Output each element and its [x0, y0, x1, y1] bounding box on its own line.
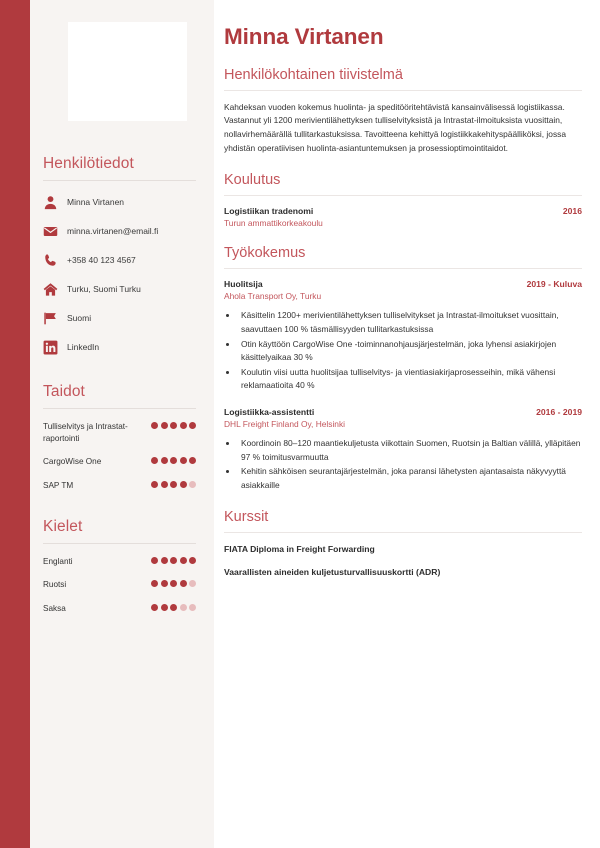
person-icon — [43, 195, 58, 210]
language-row-rating — [151, 578, 196, 587]
section-heading-summary: Henkilökohtainen tiivistelmä — [224, 66, 403, 83]
course-item: Vaarallisten aineiden kuljetusturvallisuuskortti (ADR) — [224, 567, 441, 578]
section-heading-education: Koulutus — [224, 172, 281, 189]
rating-dot — [151, 422, 158, 429]
home-icon — [43, 282, 58, 297]
language-row-label: Saksa — [43, 603, 66, 613]
rating-dot — [180, 604, 187, 611]
entry-organization: DHL Freight Finland Oy, Helsinki — [224, 418, 346, 429]
course-item: FIATA Diploma in Freight Forwarding — [224, 544, 375, 555]
entry-title: Logistiikan tradenomi — [224, 206, 314, 217]
rating-dot — [189, 557, 196, 564]
divider — [43, 408, 196, 409]
main-content — [214, 0, 600, 848]
rating-dot — [170, 422, 177, 429]
rating-dot — [189, 457, 196, 464]
skills-list — [43, 420, 196, 492]
languages-list — [43, 555, 196, 615]
language-row-rating — [151, 555, 196, 564]
rating-dot — [170, 457, 177, 464]
skill-row — [43, 420, 196, 444]
rating-dot — [161, 457, 168, 464]
linkedin-icon — [43, 340, 58, 355]
rating-dot — [189, 422, 196, 429]
language-row-label: Ruotsi — [43, 580, 67, 590]
rating-dot — [151, 557, 158, 564]
rating-dot — [161, 422, 168, 429]
flag-icon — [43, 311, 58, 326]
rating-dot — [161, 557, 168, 564]
section-summary — [224, 67, 582, 155]
divider — [224, 268, 582, 269]
section-heading-languages: Kielet — [43, 517, 83, 535]
rating-dot — [189, 481, 196, 488]
bullet-item: • Otin käyttöön CargoWise One -toiminnanohjausjärjestelmän, joka lyhensi asiakirjojen käsittelyaikaa 30 % — [238, 338, 582, 365]
contact-row-email[interactable] — [43, 221, 196, 241]
contact-row-linkedin[interactable] — [43, 337, 196, 357]
rating-dot — [161, 604, 168, 611]
divider — [43, 543, 196, 544]
contact-row-phone[interactable] — [43, 250, 196, 270]
rating-dot — [161, 481, 168, 488]
rating-dot — [170, 557, 177, 564]
entry-bullets — [238, 309, 582, 393]
section-courses — [224, 509, 582, 579]
skill-row-label: CargoWise One — [43, 457, 102, 467]
contact-location-text: Turku, Suomi Turku — [67, 283, 141, 294]
rating-dot — [180, 422, 187, 429]
sidebar — [30, 0, 214, 848]
section-education — [224, 172, 582, 228]
page-title: Minna Virtanen — [224, 24, 384, 49]
contact-phone-text: +358 40 123 4567 — [67, 254, 136, 265]
phone-icon — [43, 253, 58, 268]
divider — [224, 195, 582, 196]
contact-row-nationality — [43, 308, 196, 328]
bullet-item: • Kehitin sähköisen seurantajärjestelmän, joka paransi lähetysten ajantasaista näkyvyyttä asiakkaille — [238, 465, 582, 492]
language-row — [43, 578, 196, 591]
rating-dot — [189, 580, 196, 587]
section-languages — [43, 518, 196, 615]
skill-row — [43, 455, 196, 468]
entry-header — [224, 206, 582, 216]
section-heading-personal: Henkilötiedot — [43, 155, 134, 172]
summary-text: Kahdeksan vuoden kokemus huolinta- ja speditööritehtävistä kansainvälisessä logistiikassa. Vastannut yli 1200 merivientilähettyksen tulliselvityksistä ja Intrastat-ilmoituksista vuosittain, nollavirhemäärällä tullitarkastuksissa. Tavoitteena kehittyä logistiikkakehityspäälliköksi, jossa yhdistän operatiivisen huolinta-asiantuntemuksen ja prosessioptimointitaidot. — [224, 101, 566, 153]
rating-dot — [180, 481, 187, 488]
entry-organization: Turun ammattikorkeakoulu — [224, 218, 323, 229]
skill-row-label: SAP TM — [43, 480, 74, 490]
rating-dot — [180, 580, 187, 587]
skill-row-label: Tulliselvitys ja Intrastat-raportointi — [43, 422, 128, 443]
rating-dot — [170, 580, 177, 587]
section-heading-experience: Työkokemus — [224, 245, 306, 262]
rating-dot — [151, 457, 158, 464]
bullet-item: • Käsittelin 1200+ merivientilähettyksen tulliselvitykset ja Intrastat-ilmoitukset vuosittain, saavuttaen 100 % täsmällisyyden tullitarkastuksissa — [238, 309, 582, 336]
section-personal-details — [43, 155, 196, 357]
contact-row-location — [43, 279, 196, 299]
entry-title: Logistiikka-assistentti — [224, 406, 315, 417]
profile-photo-placeholder — [68, 22, 187, 121]
section-skills — [43, 383, 196, 492]
rating-dot — [180, 457, 187, 464]
contact-nationality-text: Suomi — [67, 312, 92, 323]
bullet-item: • Koulutin viisi uutta huolitsijaa tulliselvitys- ja vientiasiakirjaprosesseihin, mikä vähensi reklamaatioita 40 % — [238, 366, 582, 393]
contact-linkedin-text: LinkedIn — [67, 341, 100, 352]
language-row — [43, 555, 196, 568]
entry — [224, 206, 582, 228]
envelope-icon — [43, 224, 58, 239]
section-experience — [224, 245, 582, 492]
entry-header — [224, 279, 582, 289]
entry-title: Huolitsija — [224, 279, 263, 290]
experience-list — [224, 279, 582, 492]
contact-name-text: Minna Virtanen — [67, 196, 125, 207]
language-row-label: Englanti — [43, 556, 73, 566]
section-heading-skills: Taidot — [43, 383, 85, 400]
entry-date: 2016 - 2019 — [536, 406, 582, 417]
entry-bullets — [238, 437, 582, 492]
courses-list — [224, 543, 582, 579]
skill-row-rating — [151, 479, 196, 488]
divider — [224, 90, 582, 91]
rating-dot — [151, 481, 158, 488]
skill-row — [43, 479, 196, 492]
entry-header — [224, 407, 582, 417]
entry — [224, 279, 582, 393]
rating-dot — [180, 557, 187, 564]
skill-row-rating — [151, 420, 196, 429]
skill-row-rating — [151, 455, 196, 464]
language-row-rating — [151, 602, 196, 611]
divider — [224, 532, 582, 533]
language-row — [43, 602, 196, 615]
rating-dot — [170, 481, 177, 488]
section-heading-courses: Kurssit — [224, 509, 269, 526]
rating-dot — [161, 580, 168, 587]
education-list — [224, 206, 582, 228]
contact-row-name — [43, 192, 196, 212]
rating-dot — [170, 604, 177, 611]
rating-dot — [151, 580, 158, 587]
entry-date: 2019 - Kuluva — [526, 279, 582, 290]
contact-email-text: minna.virtanen@email.fi — [67, 225, 159, 236]
accent-bar — [0, 0, 30, 848]
entry — [224, 407, 582, 492]
entry-organization: Ahola Transport Oy, Turku — [224, 291, 322, 302]
rating-dot — [189, 604, 196, 611]
rating-dot — [151, 604, 158, 611]
bullet-item: • Koordinoin 80–120 maantiekuljetusta viikottain Suomen, Ruotsin ja Baltian välillä, ylläpitäen 97 % toimitusvarmuutta — [238, 437, 582, 464]
entry-date: 2016 — [562, 206, 582, 217]
divider — [43, 180, 196, 181]
